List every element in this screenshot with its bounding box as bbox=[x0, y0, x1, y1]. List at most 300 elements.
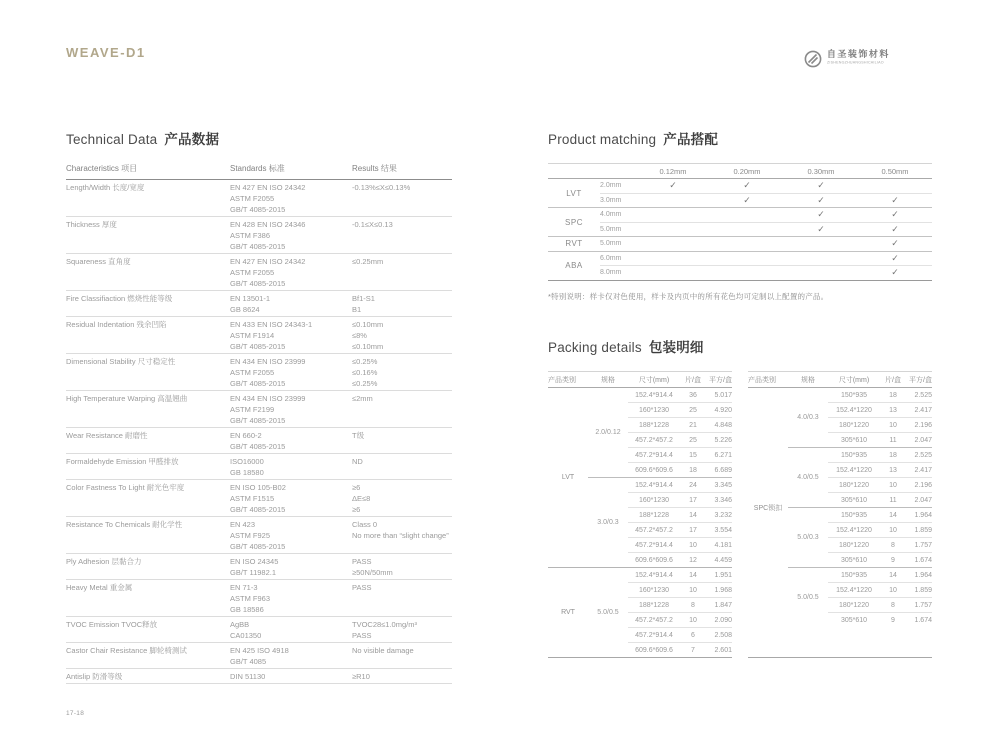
pieces-cell: 14 bbox=[689, 511, 697, 519]
matching-category-label: ABA bbox=[565, 261, 583, 270]
technical-table-row bbox=[66, 317, 452, 354]
size-cell: 609.6*609.6 bbox=[635, 466, 673, 474]
characteristic-name: Formaldehyde Emission 甲醛排放 bbox=[66, 457, 179, 466]
standard-line: EN ISO 24345 bbox=[230, 557, 279, 566]
pieces-cell: 8 bbox=[691, 601, 695, 609]
size-cell: 152.4*1220 bbox=[836, 406, 872, 414]
packing-row bbox=[828, 537, 932, 552]
result-line: ≤0.10mm bbox=[352, 320, 384, 329]
spec-label: 4.0/0.3 bbox=[797, 414, 819, 421]
size-cell: 305*610 bbox=[840, 556, 868, 564]
standards-cell bbox=[230, 219, 352, 252]
packing-table-0-body bbox=[548, 388, 732, 657]
standard-line: ASTM F2055 bbox=[230, 368, 275, 377]
pieces-cell: 12 bbox=[689, 556, 697, 564]
spec-label: 5.0/0.5 bbox=[597, 609, 619, 616]
characteristic-cell bbox=[66, 556, 230, 578]
sqm-cell: 1.859 bbox=[914, 526, 932, 534]
matching-col-020: 0.20mm bbox=[733, 166, 761, 176]
packing-row bbox=[628, 492, 732, 507]
standard-line: ASTM F2055 bbox=[230, 268, 275, 277]
standards-cell bbox=[230, 671, 352, 682]
packing-table-0 bbox=[548, 371, 732, 658]
check-icon: ✓ bbox=[743, 180, 751, 191]
pieces-cell: 9 bbox=[891, 556, 895, 564]
sqm-cell: 2.047 bbox=[914, 496, 932, 504]
packing-group-specs bbox=[588, 388, 732, 567]
packing-table-1-header bbox=[748, 372, 932, 388]
pieces-cell: 24 bbox=[689, 481, 697, 489]
pack-col-size: 尺寸(mm) bbox=[838, 376, 870, 384]
packing-row bbox=[828, 402, 932, 417]
sqm-cell: 1.859 bbox=[914, 586, 932, 594]
result-line: TVOC28≤1.0mg/m³ bbox=[352, 620, 417, 629]
packing-row bbox=[628, 568, 732, 582]
results-cell bbox=[352, 293, 452, 315]
technical-table-row bbox=[66, 643, 452, 669]
packing-category-label: RVT bbox=[561, 609, 575, 616]
standard-line: ASTM F925 bbox=[230, 531, 271, 540]
pieces-cell: 6 bbox=[691, 631, 695, 639]
characteristic-name: Squareness 直角度 bbox=[66, 257, 131, 266]
sqm-cell: 1.674 bbox=[914, 556, 932, 564]
standard-line: GB/T 4085-2015 bbox=[230, 416, 286, 425]
pack-col-size: 尺寸(mm) bbox=[638, 376, 670, 384]
standards-cell bbox=[230, 482, 352, 515]
packing-row bbox=[628, 507, 732, 522]
standard-line: AgBB bbox=[230, 620, 250, 629]
size-cell: 457.2*457.2 bbox=[635, 616, 673, 624]
standard-line: GB/T 4085-2015 bbox=[230, 342, 286, 351]
results-cell bbox=[352, 256, 452, 289]
matching-group bbox=[548, 208, 932, 237]
result-line: T级 bbox=[352, 431, 365, 440]
pack-col-sqm: 平方/盒 bbox=[709, 376, 732, 384]
technical-data-title bbox=[66, 128, 452, 148]
characteristic-cell bbox=[66, 582, 230, 615]
sqm-cell: 3.346 bbox=[714, 496, 732, 504]
technical-table-row bbox=[66, 669, 452, 684]
characteristic-name: TVOC Emission TVOC释放 bbox=[66, 620, 158, 629]
result-line: ≥50N/50mm bbox=[352, 568, 393, 577]
size-cell: 152.4*914.4 bbox=[635, 481, 673, 489]
size-cell: 457.2*457.2 bbox=[635, 526, 673, 534]
packing-group-specs bbox=[788, 388, 932, 627]
size-cell: 188*1228 bbox=[639, 511, 669, 519]
sqm-cell: 4.181 bbox=[714, 541, 732, 549]
packing-spec bbox=[588, 477, 732, 567]
matching-group-rows bbox=[600, 237, 932, 251]
standards-cell bbox=[230, 582, 352, 615]
size-cell: 457.2*457.2 bbox=[635, 436, 673, 444]
standards-cell bbox=[230, 182, 352, 215]
standard-line: GB/T 11982.1 bbox=[230, 568, 277, 577]
sqm-cell: 1.757 bbox=[914, 541, 932, 549]
matching-group-rows bbox=[600, 179, 932, 207]
thickness-label: 8.0mm bbox=[600, 269, 622, 277]
pieces-cell: 21 bbox=[689, 421, 697, 429]
pack-col-category: 产品类别 bbox=[548, 376, 576, 384]
pieces-cell: 18 bbox=[689, 466, 697, 474]
packing-row bbox=[828, 492, 932, 507]
characteristic-cell bbox=[66, 182, 230, 215]
check-icon: ✓ bbox=[817, 209, 825, 220]
characteristic-cell bbox=[66, 619, 230, 641]
result-line: No more than “slight change” bbox=[352, 531, 449, 540]
standard-line: GB/T 4085-2015 bbox=[230, 542, 286, 551]
check-icon: ✓ bbox=[669, 180, 677, 191]
characteristic-name: Antislip 防滑等级 bbox=[66, 672, 123, 681]
size-cell: 457.2*914.4 bbox=[635, 451, 673, 459]
technical-table-header bbox=[66, 163, 452, 180]
matching-group-rows bbox=[600, 252, 932, 280]
result-line: ≤0.16% bbox=[352, 368, 378, 377]
pack-col-pcs: 片/盒 bbox=[885, 376, 901, 384]
result-line: PASS bbox=[352, 631, 372, 640]
packing-row bbox=[828, 612, 932, 627]
packing-group bbox=[748, 388, 932, 627]
thickness-label: 5.0mm bbox=[600, 225, 622, 233]
packing-table-0-header bbox=[548, 372, 732, 388]
sqm-cell: 1.964 bbox=[914, 571, 932, 579]
size-cell: 305*610 bbox=[840, 436, 868, 444]
standard-line: EN 428 EN ISO 24346 bbox=[230, 220, 306, 229]
size-cell: 152.4*1220 bbox=[836, 466, 872, 474]
matching-col-030: 0.30mm bbox=[807, 166, 835, 176]
result-line: B1 bbox=[352, 305, 362, 314]
result-line: -0.13%≤X≤0.13% bbox=[352, 183, 411, 192]
characteristic-name: High Temperature Warping 高温翘曲 bbox=[66, 394, 188, 403]
packing-category-label: SPC锁扣 bbox=[753, 504, 783, 512]
characteristic-name: Castor Chair Resistance 脚轮椅测试 bbox=[66, 646, 187, 655]
characteristic-name: Heavy Metal 重金属 bbox=[66, 583, 133, 592]
packing-table-1-body bbox=[748, 388, 932, 627]
logo-circle-icon bbox=[804, 50, 822, 68]
packing-spec-rows bbox=[628, 388, 732, 477]
characteristic-cell bbox=[66, 482, 230, 515]
pieces-cell: 10 bbox=[889, 526, 897, 534]
packing-group-specs bbox=[588, 568, 732, 657]
result-line: ≤0.25mm bbox=[352, 257, 384, 266]
standard-line: EN 660-2 bbox=[230, 431, 262, 440]
packing-spec bbox=[788, 447, 932, 507]
matching-col-012: 0.12mm bbox=[659, 166, 687, 176]
pieces-cell: 11 bbox=[889, 436, 897, 444]
standard-line: EN ISO 105-B02 bbox=[230, 483, 286, 492]
pieces-cell: 18 bbox=[889, 391, 897, 399]
packing-row bbox=[628, 597, 732, 612]
pieces-cell: 11 bbox=[889, 496, 897, 504]
characteristic-name: Residual Indentation 残余凹陷 bbox=[66, 320, 167, 329]
sqm-cell: 4.920 bbox=[714, 406, 732, 414]
pack-col-spec: 规格 bbox=[801, 376, 815, 384]
pieces-cell: 15 bbox=[689, 451, 697, 459]
sqm-cell: 1.674 bbox=[914, 616, 932, 624]
results-cell bbox=[352, 430, 452, 452]
packing-table-1 bbox=[748, 371, 932, 658]
characteristic-cell bbox=[66, 319, 230, 352]
standards-cell bbox=[230, 556, 352, 578]
packing-spec bbox=[788, 507, 932, 567]
sqm-cell: 3.345 bbox=[714, 481, 732, 489]
characteristic-cell bbox=[66, 256, 230, 289]
sqm-cell: 4.459 bbox=[714, 556, 732, 564]
standard-line: ASTM F1515 bbox=[230, 494, 275, 503]
sqm-cell: 2.047 bbox=[914, 436, 932, 444]
matching-row bbox=[600, 179, 932, 193]
packing-spec-rows bbox=[828, 568, 932, 627]
matching-group bbox=[548, 179, 932, 208]
technical-table-row bbox=[66, 254, 452, 291]
thickness-label: 3.0mm bbox=[600, 196, 622, 204]
size-cell: 188*1228 bbox=[639, 421, 669, 429]
packing-details-title bbox=[548, 336, 932, 356]
size-cell: 180*1220 bbox=[839, 541, 869, 549]
matching-group-rows bbox=[600, 208, 932, 236]
standard-line: GB/T 4085-2015 bbox=[230, 379, 286, 388]
packing-row bbox=[628, 402, 732, 417]
pack-col-spec: 规格 bbox=[601, 376, 615, 384]
results-cell bbox=[352, 482, 452, 515]
standard-line: GB/T 4085 bbox=[230, 657, 267, 666]
pieces-cell: 18 bbox=[889, 451, 897, 459]
sqm-cell: 2.601 bbox=[714, 646, 732, 654]
results-cell bbox=[352, 182, 452, 215]
standard-line: EN 427 EN ISO 24342 bbox=[230, 257, 306, 266]
standard-line: ASTM F386 bbox=[230, 231, 271, 240]
characteristic-name: Thickness 厚度 bbox=[66, 220, 117, 229]
result-line: ≤0.25% bbox=[352, 357, 378, 366]
size-cell: 609.6*609.6 bbox=[635, 556, 673, 564]
standard-line: EN 434 EN ISO 23999 bbox=[230, 357, 306, 366]
characteristic-cell bbox=[66, 430, 230, 452]
technical-table-row bbox=[66, 354, 452, 391]
sqm-cell: 2.090 bbox=[714, 616, 732, 624]
size-cell: 609.6*609.6 bbox=[635, 646, 673, 654]
standard-line: ISO16000 bbox=[230, 457, 264, 466]
sqm-cell: 2.525 bbox=[914, 451, 932, 459]
packing-row bbox=[628, 478, 732, 492]
col-results: Results 结果 bbox=[352, 164, 397, 173]
sqm-cell: 5.017 bbox=[714, 391, 732, 399]
characteristic-name: Resistance To Chemicals 耐化学性 bbox=[66, 520, 183, 529]
results-cell bbox=[352, 393, 452, 426]
result-line: ≤2mm bbox=[352, 394, 373, 403]
packing-spec bbox=[588, 388, 732, 477]
packing-category-label: LVT bbox=[561, 474, 575, 481]
sqm-cell: 4.848 bbox=[714, 421, 732, 429]
standards-cell bbox=[230, 619, 352, 641]
result-line: -0.1≤X≤0.13 bbox=[352, 220, 393, 229]
standard-line: GB/T 4085-2015 bbox=[230, 242, 286, 251]
matching-row bbox=[600, 265, 932, 280]
sqm-cell: 1.757 bbox=[914, 601, 932, 609]
matching-row bbox=[600, 252, 932, 266]
sqm-cell: 1.968 bbox=[714, 586, 732, 594]
result-line: ΔE≤8 bbox=[352, 494, 371, 503]
packing-row bbox=[628, 522, 732, 537]
check-icon: ✓ bbox=[817, 223, 825, 234]
size-cell: 160*1230 bbox=[639, 496, 669, 504]
spec-label: 4.0/0.5 bbox=[797, 474, 819, 481]
packing-spec bbox=[788, 388, 932, 447]
technical-table-row bbox=[66, 454, 452, 480]
standard-line: EN 433 EN ISO 24343-1 bbox=[230, 320, 313, 329]
result-line: PASS bbox=[352, 557, 372, 566]
results-cell bbox=[352, 582, 452, 615]
standard-line: ASTM F1914 bbox=[230, 331, 275, 340]
standard-line: GB/T 4085-2015 bbox=[230, 505, 286, 514]
size-cell: 457.2*914.4 bbox=[635, 631, 673, 639]
pieces-cell: 14 bbox=[889, 571, 897, 579]
packing-row bbox=[828, 522, 932, 537]
sqm-cell: 2.196 bbox=[914, 481, 932, 489]
pieces-cell: 10 bbox=[689, 541, 697, 549]
result-line: No visible damage bbox=[352, 646, 414, 655]
standard-line: GB 18586 bbox=[230, 605, 264, 614]
pieces-cell: 10 bbox=[889, 586, 897, 594]
pieces-cell: 10 bbox=[889, 421, 897, 429]
standard-line: EN 13501-1 bbox=[230, 294, 271, 303]
col-standards: Standards 标准 bbox=[230, 164, 285, 173]
matching-category-label: LVT bbox=[566, 188, 582, 198]
standard-line: EN 427 EN ISO 24342 bbox=[230, 183, 306, 192]
packing-row bbox=[828, 508, 932, 522]
spec-label: 5.0/0.5 bbox=[797, 594, 819, 601]
characteristic-cell bbox=[66, 456, 230, 478]
size-cell: 150*935 bbox=[840, 511, 868, 519]
check-icon: ✓ bbox=[817, 180, 825, 191]
characteristic-name: Dimensional Stability 尺寸稳定性 bbox=[66, 357, 176, 366]
packing-title-en: Packing details bbox=[548, 340, 642, 355]
pieces-cell: 10 bbox=[689, 616, 697, 624]
packing-spec-rows bbox=[628, 568, 732, 657]
matching-row bbox=[600, 222, 932, 237]
packing-row bbox=[628, 552, 732, 567]
packing-row bbox=[828, 477, 932, 492]
packing-row bbox=[628, 447, 732, 462]
matching-col-050: 0.50mm bbox=[881, 166, 909, 176]
result-line: ≤0.10mm bbox=[352, 342, 384, 351]
matching-title-cn: 产品搭配 bbox=[663, 132, 719, 147]
result-line: Bf1-S1 bbox=[352, 294, 375, 303]
packing-group bbox=[548, 568, 732, 657]
matching-category-label: RVT bbox=[565, 239, 583, 249]
packing-spec bbox=[788, 567, 932, 627]
product-matching-title bbox=[548, 128, 932, 148]
matching-row bbox=[600, 237, 932, 251]
standard-line: DIN 51130 bbox=[230, 672, 266, 681]
page-number: 17-18 bbox=[66, 710, 85, 717]
results-cell bbox=[352, 456, 452, 478]
sqm-cell: 2.525 bbox=[914, 391, 932, 399]
matching-row bbox=[600, 208, 932, 222]
characteristic-cell bbox=[66, 645, 230, 667]
results-cell bbox=[352, 556, 452, 578]
technical-table-row bbox=[66, 554, 452, 580]
pieces-cell: 13 bbox=[889, 406, 897, 414]
check-icon: ✓ bbox=[891, 223, 899, 234]
pieces-cell: 25 bbox=[689, 436, 697, 444]
standard-line: EN 425 ISO 4918 bbox=[230, 646, 289, 655]
thickness-label: 2.0mm bbox=[600, 182, 622, 190]
technical-title-cn: 产品数据 bbox=[164, 132, 220, 147]
packing-row bbox=[628, 612, 732, 627]
standard-line: GB/T 4085-2015 bbox=[230, 442, 286, 451]
pieces-cell: 14 bbox=[889, 511, 897, 519]
logo-name-cn: 自圣装饰材料 bbox=[826, 49, 890, 59]
pack-col-category: 产品类别 bbox=[748, 376, 776, 384]
size-cell: 180*1220 bbox=[839, 421, 869, 429]
standard-line: CA01350 bbox=[230, 631, 262, 640]
technical-table-body bbox=[66, 180, 452, 684]
check-icon: ✓ bbox=[891, 267, 899, 278]
packing-group bbox=[548, 388, 732, 568]
matching-table-body bbox=[548, 179, 932, 280]
packing-spec-rows bbox=[828, 388, 932, 447]
size-cell: 152.4*914.4 bbox=[635, 391, 673, 399]
matching-group bbox=[548, 237, 932, 252]
sqm-cell: 1.964 bbox=[914, 511, 932, 519]
brand-title: WEAVE-D1 bbox=[66, 45, 146, 60]
standard-line: GB/T 4085-2015 bbox=[230, 279, 286, 288]
matching-table-header bbox=[548, 164, 932, 179]
technical-table-row bbox=[66, 480, 452, 517]
standard-line: ASTM F2055 bbox=[230, 194, 275, 203]
results-cell bbox=[352, 519, 452, 552]
technical-title-en: Technical Data bbox=[66, 132, 158, 147]
size-cell: 150*935 bbox=[840, 391, 868, 399]
pack-col-pcs: 片/盒 bbox=[685, 376, 701, 384]
standard-line: GB/T 4085-2015 bbox=[230, 205, 286, 214]
packing-spec-rows bbox=[828, 508, 932, 567]
standards-cell bbox=[230, 356, 352, 389]
results-cell bbox=[352, 219, 452, 252]
pieces-cell: 13 bbox=[889, 466, 897, 474]
size-cell: 150*935 bbox=[840, 571, 868, 579]
standard-line: GB 18580 bbox=[230, 468, 264, 477]
characteristic-cell bbox=[66, 671, 230, 682]
thickness-label: 6.0mm bbox=[600, 254, 622, 262]
standards-cell bbox=[230, 319, 352, 352]
sqm-cell: 2.196 bbox=[914, 421, 932, 429]
characteristic-name: Fire Classifiaction 燃烧性能等级 bbox=[66, 294, 173, 303]
logo-name-en: ZISHENGZHUANGSHICAILIAO bbox=[826, 61, 884, 65]
packing-row bbox=[628, 432, 732, 447]
standards-cell bbox=[230, 293, 352, 315]
sqm-cell: 5.226 bbox=[714, 436, 732, 444]
size-cell: 152.4*1220 bbox=[836, 586, 872, 594]
check-icon: ✓ bbox=[891, 252, 899, 263]
check-icon: ✓ bbox=[743, 194, 751, 205]
size-cell: 150*935 bbox=[840, 451, 868, 459]
results-cell bbox=[352, 356, 452, 389]
packing-row bbox=[628, 462, 732, 477]
pieces-cell: 7 bbox=[691, 646, 695, 654]
results-cell bbox=[352, 671, 452, 682]
sqm-cell: 6.271 bbox=[714, 451, 732, 459]
standard-line: EN 423 bbox=[230, 520, 256, 529]
packing-row bbox=[628, 627, 732, 642]
sqm-cell: 6.689 bbox=[714, 466, 732, 474]
characteristic-cell bbox=[66, 519, 230, 552]
packing-row bbox=[828, 417, 932, 432]
pieces-cell: 14 bbox=[689, 571, 697, 579]
packing-spec bbox=[588, 568, 732, 657]
sqm-cell: 3.232 bbox=[714, 511, 732, 519]
thickness-label: 4.0mm bbox=[600, 211, 622, 219]
spec-label: 2.0/0.12 bbox=[595, 429, 621, 436]
